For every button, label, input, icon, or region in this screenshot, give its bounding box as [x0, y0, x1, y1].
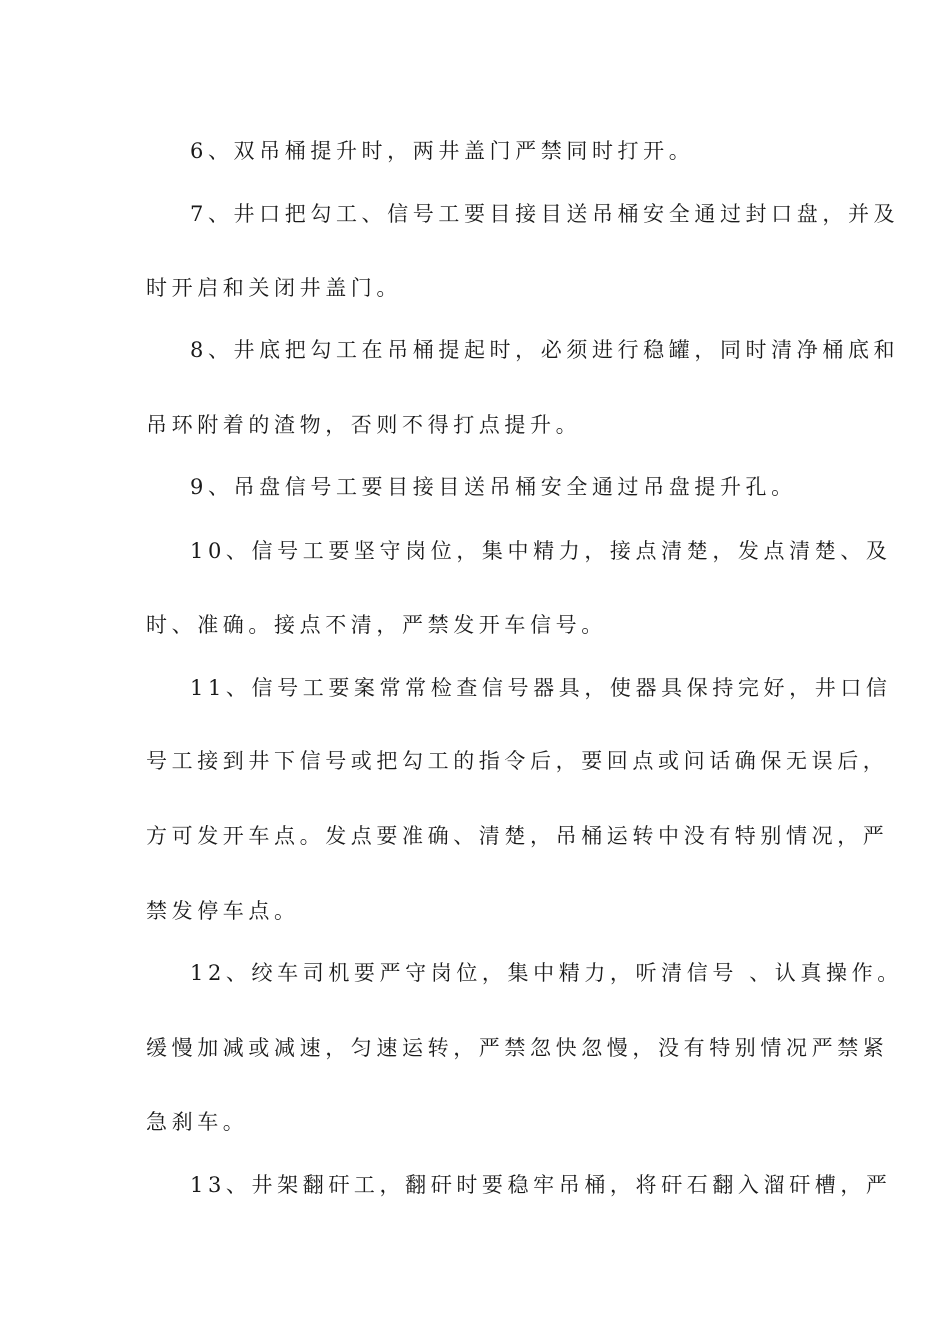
paragraph-12-line-1: 12、绞车司机要严守岗位，集中精力，听清信号 、认真操作。 [190, 961, 903, 985]
paragraph-10-line-1: 10、信号工要坚守岗位，集中精力，接点清楚，发点清楚、及 [190, 539, 892, 563]
paragraph-6-line-1: 6、双吊桶提升时，两井盖门严禁同时打开。 [190, 139, 695, 163]
paragraph-9-line-1: 9、吊盘信号工要目接目送吊桶安全通过吊盘提升孔。 [190, 475, 797, 499]
paragraph-8-line-1: 8、井底把勾工在吊桶提起时，必须进行稳罐，同时清净桶底和 [190, 338, 900, 362]
paragraph-7-line-2: 时开启和关闭井盖门。 [146, 276, 402, 300]
paragraph-12-line-3: 急刹车。 [146, 1110, 249, 1134]
paragraph-8-line-2: 吊环附着的渣物，否则不得打点提升。 [146, 413, 582, 437]
paragraph-11-line-1: 11、信号工要案常常检查信号器具，使器具保持完好，井口信 [190, 676, 892, 700]
paragraph-10-line-2: 时、准确。接点不清，严禁发开车信号。 [146, 613, 607, 637]
paragraph-11-line-4: 禁发停车点。 [146, 899, 300, 923]
paragraph-11-line-3: 方可发开车点。发点要准确、清楚，吊桶运转中没有特别情况，严 [146, 824, 889, 848]
paragraph-11-line-2: 号工接到井下信号或把勾工的指令后，要回点或问话确保无误后， [146, 749, 889, 773]
paragraph-12-line-2: 缓慢加减或减速，匀速运转，严禁忽快忽慢，没有特别情况严禁紧 [146, 1036, 889, 1060]
paragraph-7-line-1: 7、井口把勾工、信号工要目接目送吊桶安全通过封口盘，并及 [190, 202, 900, 226]
paragraph-13-line-1: 13、井架翻矸工，翻矸时要稳牢吊桶，将矸石翻入溜矸槽，严 [190, 1173, 892, 1197]
